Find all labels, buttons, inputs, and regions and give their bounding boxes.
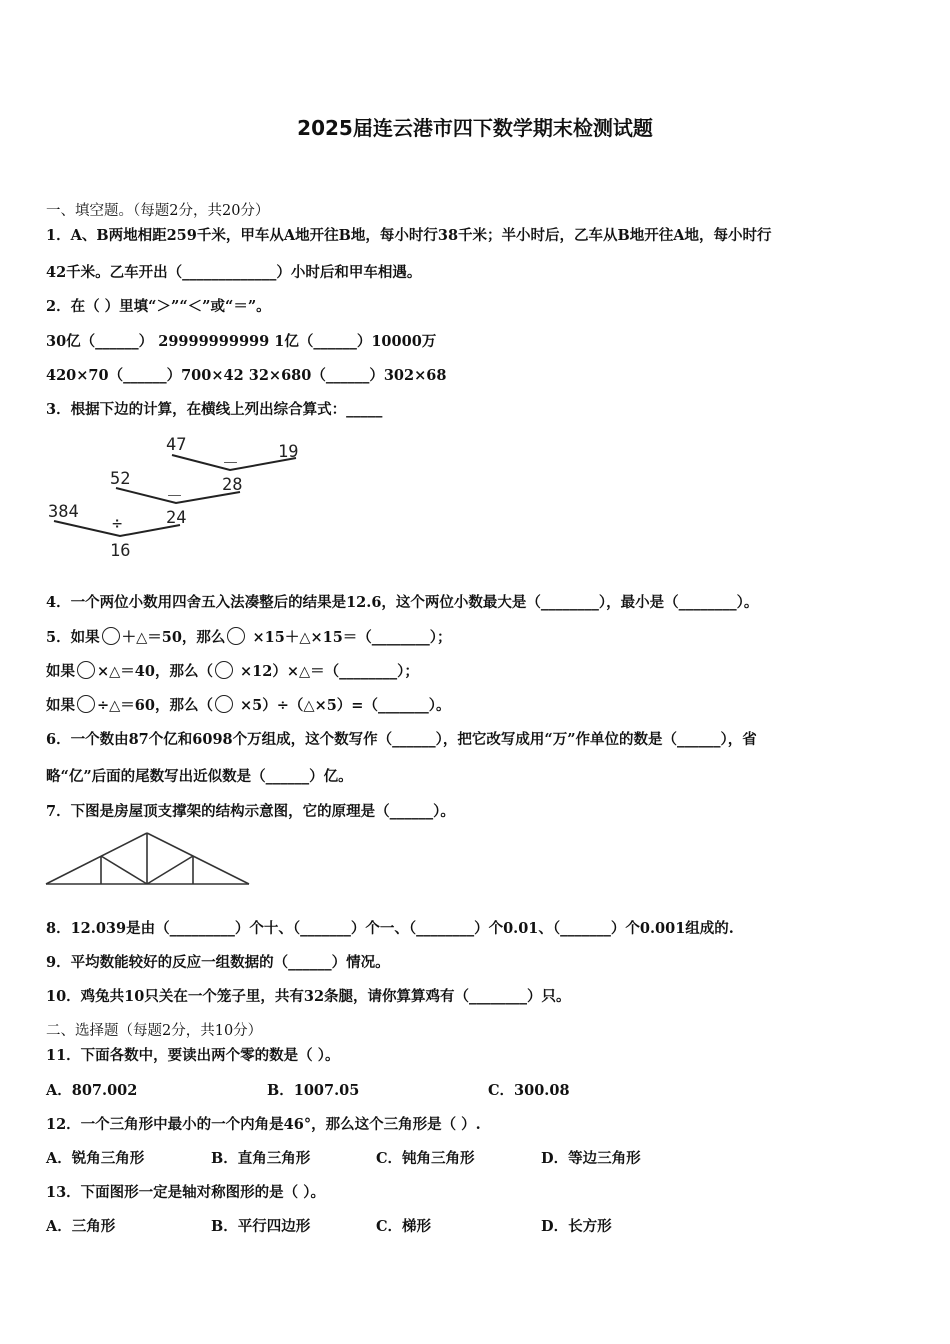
circle-symbol <box>215 661 233 679</box>
number-19: 19 <box>278 442 299 462</box>
q5-2-prefix: 如果 <box>46 663 75 680</box>
circle-symbol <box>227 627 245 645</box>
q5-part-a: ＋△＝50，那么 <box>121 629 226 646</box>
q5-prefix: 5．如果 <box>46 629 100 646</box>
question-11: 11．下面各数中，要读出两个零的数是（ ）。 <box>46 1047 340 1064</box>
option-a: A．锐角三角形 <box>46 1150 145 1167</box>
question-1-line-1: 1．A、B两地相距259千米，甲车从A地开往B地，每小时行38千米；半小时后，乙车从B地开往A地，每小时行 <box>46 227 772 244</box>
operator-divide: ÷ <box>112 514 123 534</box>
question-5-line-1 <box>46 627 452 648</box>
q5-part-b: ×15＋△×15＝（________）； <box>247 629 452 646</box>
circle-symbol <box>102 627 120 645</box>
question-4: 4．一个两位小数用四舍五入法凑整后的结果是12.6，这个两位小数最大是（________），最小是（________）。 <box>46 594 759 611</box>
question-1-line-2: 42千米。乙车开出（_____________）小时后和甲车相遇。 <box>46 264 422 281</box>
option-b: B．直角三角形 <box>211 1150 311 1167</box>
section-choice-heading: 二、选择题（每题2分，共10分） <box>46 1023 263 1039</box>
question-12-options <box>46 1149 641 1169</box>
option-a: A．三角形 <box>46 1218 116 1235</box>
option-c: C．钝角三角形 <box>376 1150 475 1167</box>
option-b: B．1007.05 <box>267 1082 360 1099</box>
question-5-line-3 <box>46 695 450 716</box>
question-2-row-2: 420×70（______）700×42 32×680（______）302×68 <box>46 367 447 384</box>
number-47: 47 <box>166 435 187 455</box>
question-11-options <box>46 1081 570 1101</box>
q5-2-part-b: ×12）×△＝（________）； <box>234 663 419 680</box>
question-8: 8．12.039是由（_________）个十、（_______）个一、（________）个0.01、（_______）个0.001组成的. <box>46 920 734 937</box>
question-13: 13．下面图形一定是轴对称图形的是（ ）。 <box>46 1184 325 1201</box>
page-title: 2025届连云港市四下数学期末检测试题 <box>297 116 653 140</box>
question-7: 7．下图是房屋顶支撑架的结构示意图，它的原理是（______）。 <box>46 803 455 820</box>
question-3: 3．根据下边的计算，在横线上列出综合算式：_____ <box>46 401 383 418</box>
q5-3-prefix: 如果 <box>46 697 75 714</box>
option-b: B．平行四边形 <box>211 1218 311 1235</box>
circle-symbol <box>77 661 95 679</box>
q5-3-part-a: ÷△＝60，那么（ <box>97 697 213 714</box>
question-12: 12．一个三角形中最小的一个内角是46°，那么这个三角形是（ ）. <box>46 1116 481 1133</box>
section-fill-blank-heading: 一、填空题。（每题2分，共20分） <box>46 203 270 219</box>
question-2-row-1: 30亿（______） 29999999999 1亿（______）10000万 <box>46 333 437 350</box>
option-d: D．等边三角形 <box>541 1150 641 1167</box>
number-24: 24 <box>166 508 187 528</box>
option-d: D．长方形 <box>541 1218 612 1235</box>
question-10: 10．鸡兔共10只关在一个笼子里，共有32条腿，请你算算鸡有（________）只。 <box>46 988 571 1005</box>
question-9: 9．平均数能较好的反应一组数据的（______）情况。 <box>46 954 390 971</box>
option-c: C．梯形 <box>376 1218 432 1235</box>
question-2: 2．在（ ）里填“＞”“＜”或“＝”。 <box>46 298 271 315</box>
number-16: 16 <box>110 541 131 561</box>
number-28: 28 <box>222 475 243 495</box>
roof-truss-figure <box>44 830 254 890</box>
q5-2-part-a: ×△＝40，那么（ <box>97 663 213 680</box>
calculation-tree-figure <box>44 430 314 565</box>
question-6-line-2: 略“亿”后面的尾数写出近似数是（______）亿。 <box>46 768 353 785</box>
question-6-line-1: 6．一个数由87个亿和6098个万组成，这个数写作（______），把它改写成用“万”作单位的数是（______），省 <box>46 731 757 748</box>
question-13-options <box>46 1217 612 1237</box>
operator-minus-1: － <box>222 454 239 474</box>
number-52: 52 <box>110 469 131 489</box>
option-a: A．807.002 <box>46 1082 138 1099</box>
q5-3-part-b: ×5）÷（△×5）=（_______）。 <box>234 697 451 714</box>
option-c: C．300.08 <box>488 1082 570 1099</box>
operator-minus-2: － <box>166 487 183 507</box>
question-5-line-2 <box>46 661 419 682</box>
circle-symbol <box>77 695 95 713</box>
number-384: 384 <box>48 502 79 522</box>
circle-symbol <box>215 695 233 713</box>
